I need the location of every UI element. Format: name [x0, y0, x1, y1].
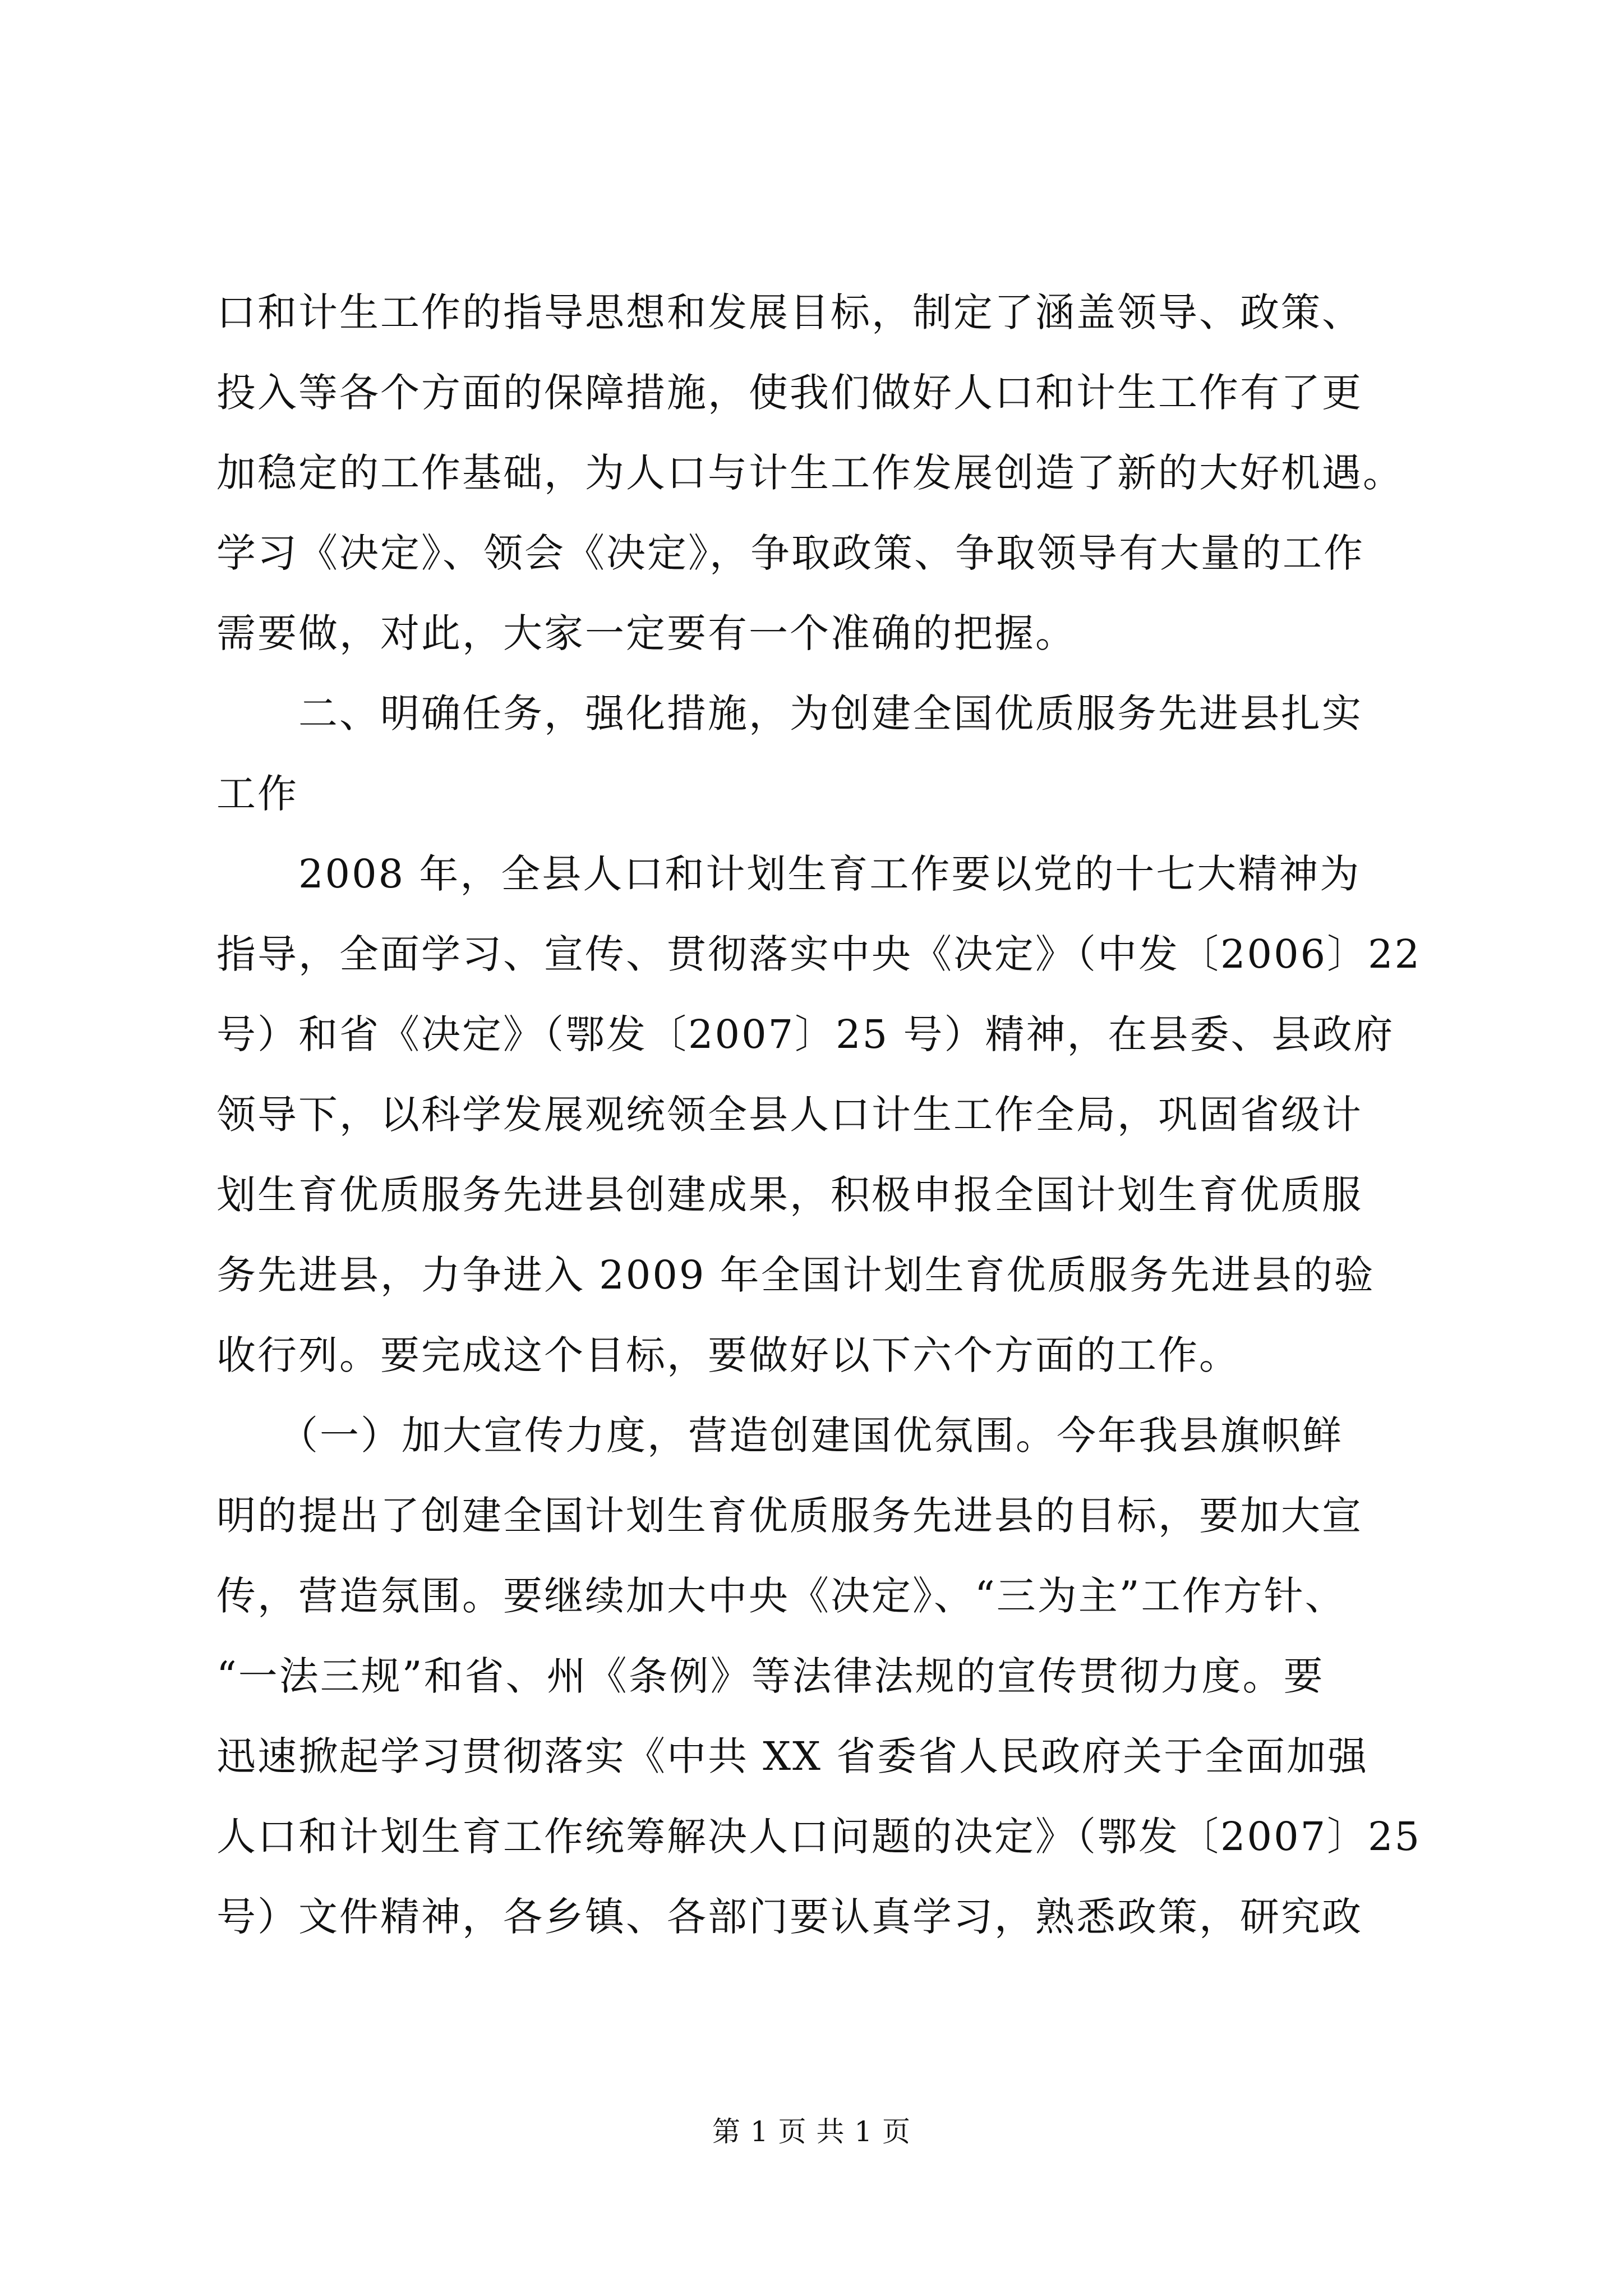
text-line: 明的提出了创建全国计划生育优质服务先进县的目标，要加大宣	[216, 1493, 1363, 1539]
text-line: 学习《决定》、领会《决定》，争取政策、争取领导有大量的工作	[216, 530, 1364, 576]
text-line: 人口和计划生育工作统筹解决人口问题的决定》（鄂发〔2007〕25	[216, 1814, 1422, 1860]
text-line: 号）和省《决定》（鄂发〔2007〕25 号）精神，在县委、县政府	[216, 1011, 1395, 1057]
text-line: 加稳定的工作基础，为人口与计生工作发展创造了新的大好机遇。	[216, 450, 1404, 496]
text-line: 划生育优质服务先进县创建成果，积极申报全国计划生育优质服	[216, 1172, 1363, 1218]
text-line: 传，营造氛围。要继续加大中央《决定》、“三为主”工作方针、	[216, 1573, 1346, 1619]
section-heading-line: 工作	[216, 771, 298, 817]
text-line: 投入等各个方面的保障措施，使我们做好人口和计生工作有了更	[216, 370, 1363, 416]
text-line: “一法三规”和省、州《条例》等法律法规的宣传贯彻力度。要	[216, 1653, 1325, 1699]
text-line: 2008 年，全县人口和计划生育工作要以党的十七大精神为	[216, 851, 1361, 897]
text-line: 领导下，以科学发展观统领全县人口计生工作全局，巩固省级计	[216, 1092, 1363, 1138]
text-line: （一）加大宣传力度，营造创建国优氛围。今年我县旗帜鲜	[216, 1412, 1343, 1458]
text-line: 务先进县，力争进入 2009 年全国计划生育优质服务先进县的验	[216, 1252, 1375, 1298]
text-line: 号）文件精神，各乡镇、各部门要认真学习，熟悉政策，研究政	[216, 1894, 1363, 1940]
text-line: 需要做，对此，大家一定要有一个准确的把握。	[216, 610, 1076, 656]
text-line: 口和计生工作的指导思想和发展目标，制定了涵盖领导、政策、	[216, 289, 1363, 335]
page-footer: 第 1 页 共 1 页	[712, 2115, 911, 2148]
text-line: 收行列。要完成这个目标，要做好以下六个方面的工作。	[216, 1332, 1240, 1378]
section-heading-line: 二、明确任务，强化措施，为创建全国优质服务先进县扎实	[216, 691, 1363, 737]
text-line: 指导，全面学习、宣传、贯彻落实中央《决定》（中发〔2006〕22	[216, 931, 1422, 977]
text-line: 迅速掀起学习贯彻落实《中共 XX 省委省人民政府关于全面加强	[216, 1733, 1369, 1779]
document-body	[216, 273, 1450, 1957]
